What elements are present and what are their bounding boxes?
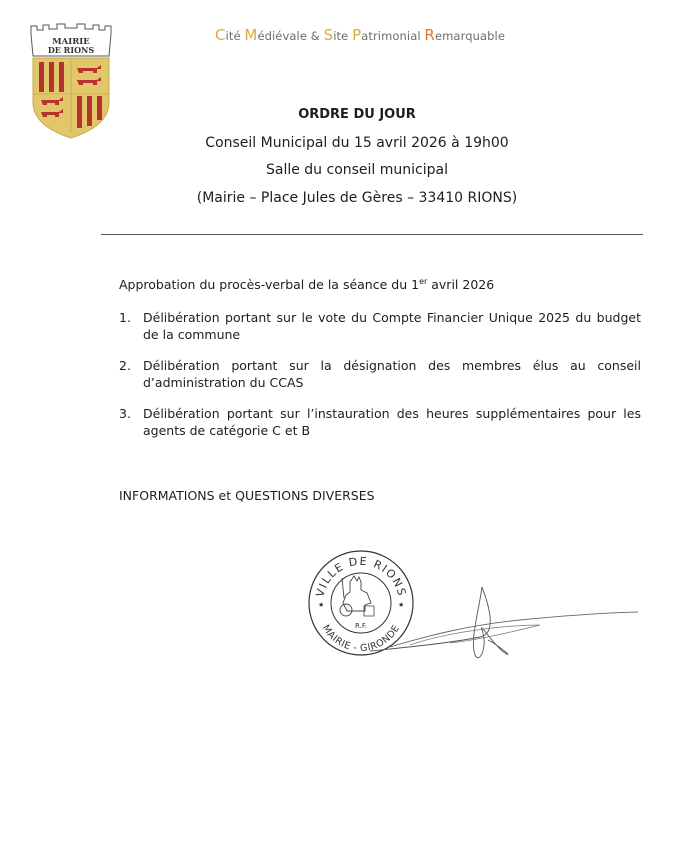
- signature-icon: [370, 585, 640, 665]
- agenda-item-text: Délibération portant sur l’instauration des heures supplémentaires pour les agents de catégorie C et B: [143, 406, 641, 438]
- agenda-item-text: Délibération portant sur la désignation des membres élus au conseil d’administration du CCAS: [143, 358, 641, 390]
- tagline-text: emarquable: [434, 29, 506, 43]
- document-title: ORDRE DU JOUR: [298, 107, 416, 122]
- tagline-text: atrimonial: [361, 29, 425, 43]
- meeting-room: Salle du conseil municipal: [265, 162, 448, 178]
- approval-superscript: er: [419, 277, 428, 286]
- tagline-initial: P: [352, 26, 362, 44]
- agenda-item: [119, 405, 641, 439]
- approval-date: avril 2026: [427, 277, 495, 292]
- svg-text:DE RIONS: DE RIONS: [47, 45, 95, 55]
- agenda-item-number: 2.: [119, 358, 131, 373]
- svg-text:★: ★: [398, 601, 405, 609]
- agenda-item-number: 3.: [119, 406, 131, 421]
- approval-text: Approbation du procès-verbal de la séance du 1: [119, 277, 420, 292]
- svg-text:MAIRIE - GIRONDE: MAIRIE - GIRONDE: [319, 622, 403, 655]
- agenda-item: [119, 309, 641, 343]
- header-divider: [101, 234, 643, 235]
- tagline-initial: C: [214, 26, 226, 44]
- svg-text:R.F.: R.F.: [355, 622, 367, 630]
- tagline-text: ite: [333, 29, 353, 43]
- agenda-item-number: 1.: [119, 310, 131, 325]
- misc-questions: INFORMATIONS et QUESTIONS DIVERSES: [119, 488, 375, 503]
- tagline: [0, 26, 690, 44]
- agenda-item-text: Délibération portant sur le vote du Compte Financier Unique 2025 du budget de la commune: [143, 310, 641, 342]
- meeting-date: Conseil Municipal du 15 avril 2026 à 19h00: [205, 135, 509, 151]
- agenda-list: [119, 309, 641, 453]
- tagline-initial: R: [424, 26, 435, 44]
- tagline-initial: S: [323, 26, 334, 44]
- tagline-text: édiévale &: [257, 29, 324, 43]
- minutes-approval: [119, 276, 641, 293]
- meeting-address: (Mairie – Place Jules de Gères – 33410 RIONS): [196, 190, 518, 206]
- svg-text:VILLE DE RIONS: VILLE DE RIONS: [313, 554, 409, 599]
- svg-text:★: ★: [318, 601, 325, 609]
- tagline-text: ité: [225, 29, 245, 43]
- tagline-initial: M: [244, 26, 258, 44]
- svg-text:MAIRIE: MAIRIE: [52, 37, 90, 47]
- agenda-item: [119, 357, 641, 391]
